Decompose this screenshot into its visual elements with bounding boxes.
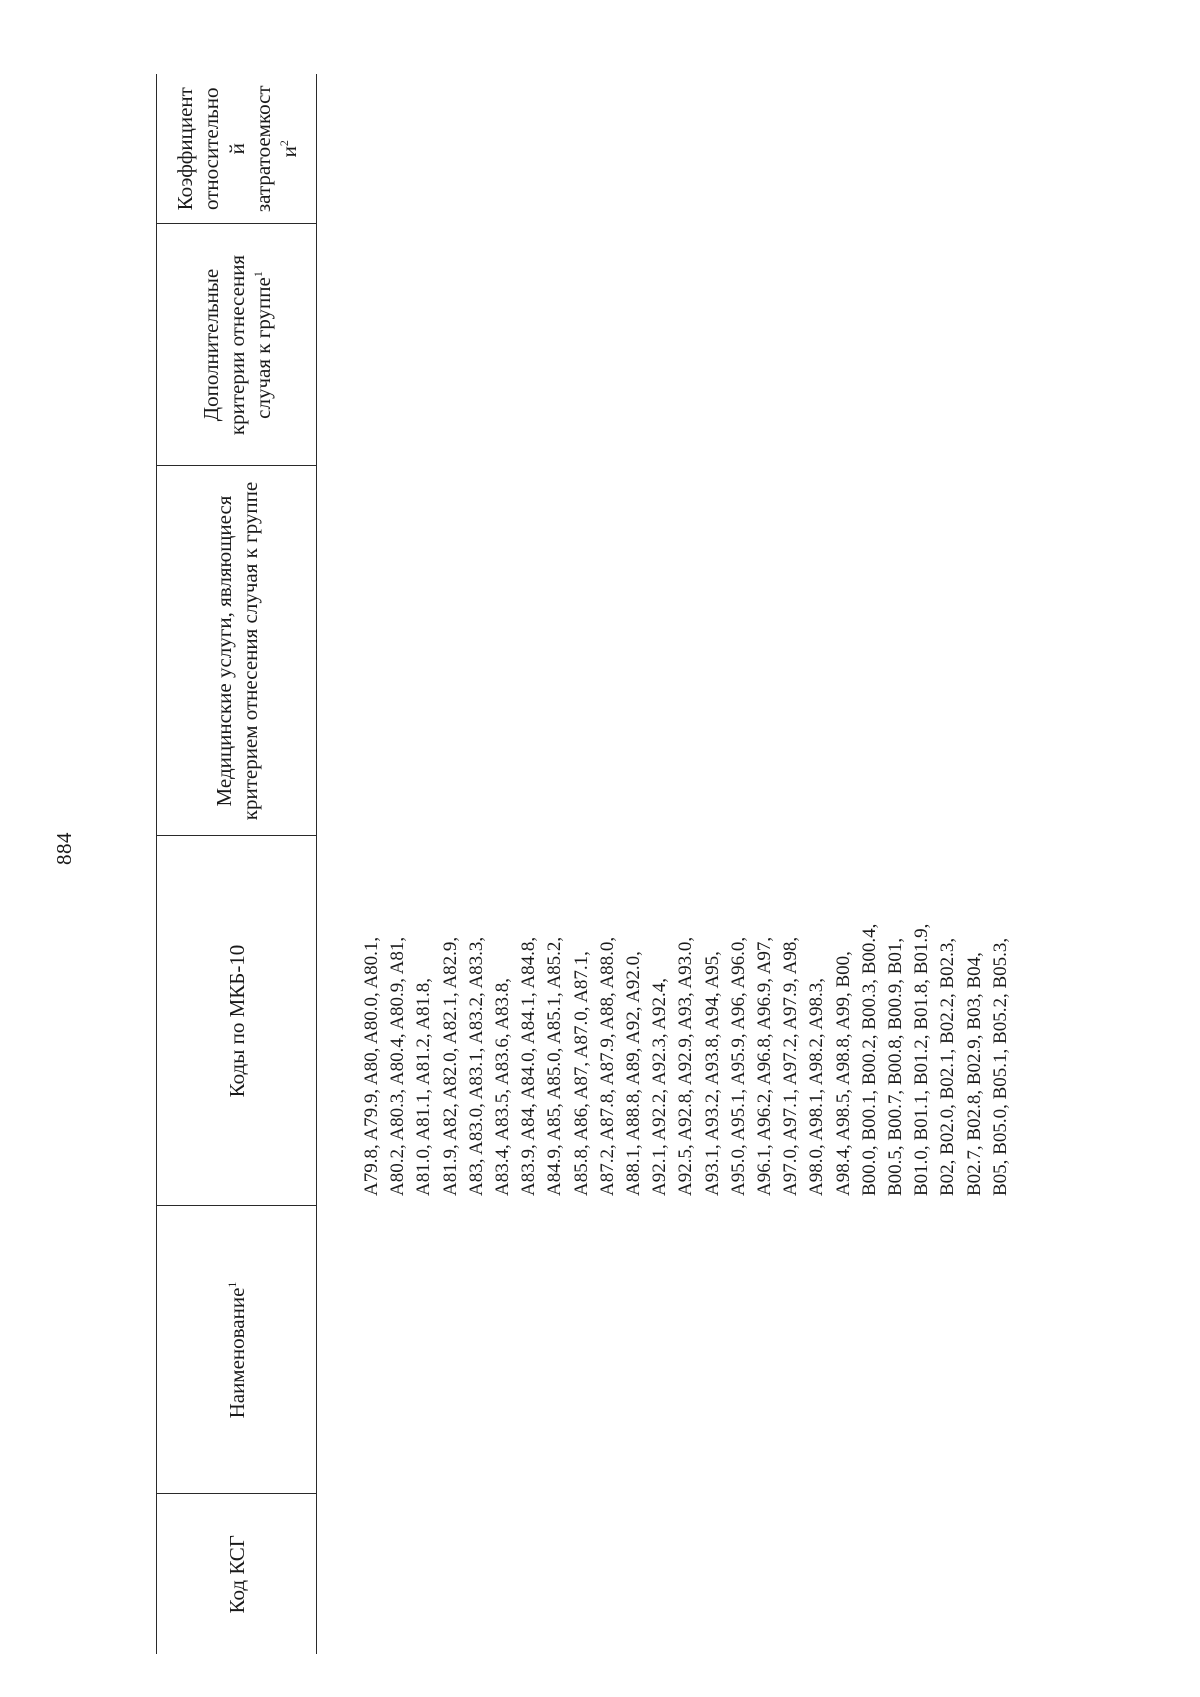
icd10-code-line: B02.7, B02.8, B02.9, B03, B04,	[963, 952, 985, 1196]
cell-name	[317, 1206, 1015, 1494]
ksg-table	[156, 74, 1014, 1654]
table-header-row	[157, 74, 317, 1654]
cell-cost-coefficient	[317, 74, 1015, 224]
icd10-code-line: A85.8, A86, A87, A87.0, A87.1,	[570, 951, 592, 1196]
icd10-code-line: B00.5, B00.7, B00.8, B00.9, B01,	[885, 937, 907, 1196]
icd10-code-line: A88.1, A88.8, A89, A92, A92.0,	[623, 951, 645, 1196]
icd10-code-line: A81.9, A82, A82.0, A82.1, A82.9,	[439, 936, 461, 1196]
icd10-code-line: A98.0, A98.1, A98.2, A98.3,	[806, 978, 828, 1196]
icd10-code-line: B00.0, B00.1, B00.2, B00.3, B00.4,	[858, 923, 880, 1196]
page-number: 884	[52, 832, 76, 865]
cell-additional-criteria	[317, 224, 1015, 466]
header-icd10-codes: Коды по МКБ-10	[157, 836, 317, 1206]
header-ksg-code: Код КСГ	[157, 1494, 317, 1654]
icd10-code-line: A96.1, A96.2, A96.8, A96.9, A97,	[754, 936, 776, 1196]
icd10-code-line: A93.1, A93.2, A93.8, A94, A95,	[701, 951, 723, 1196]
icd10-code-line: A97.0, A97.1, A97.2, A97.9, A98,	[780, 936, 802, 1196]
header-cost-coefficient: Коэффициент относительно й затратоемкост $и^2$	[157, 74, 317, 224]
icd10-code-line: A95.0, A95.1, A95.9, A96, A96.0,	[727, 936, 749, 1196]
icd10-code-line: B02, B02.0, B02.1, B02.2, B02.3,	[937, 937, 959, 1196]
icd10-code-line: A81.0, A81.1, A81.2, A81.8,	[413, 978, 435, 1196]
icd10-code-line: B05, B05.0, B05.1, B05.2, B05.3,	[989, 937, 1011, 1196]
cell-medical-services	[317, 466, 1015, 836]
icd10-code-line: B01.0, B01.1, B01.2, B01.8, B01.9,	[911, 923, 933, 1196]
header-medical-services: Медицинские услуги, являющиеся критерием отнесения случая к группе	[157, 466, 317, 836]
cell-icd10-codes	[317, 836, 1015, 1206]
icd10-code-line: A83.9, A84, A84.0, A84.1, A84.8,	[518, 936, 540, 1196]
header-additional-criteria: Дополнительные критерии отнесения случая к группе$^1$	[157, 224, 317, 466]
table-row	[317, 74, 1015, 1654]
icd10-code-line: A87.2, A87.8, A87.9, A88, A88.0,	[596, 936, 618, 1196]
icd10-code-line: A98.4, A98.5, A98.8, A99, B00,	[832, 951, 854, 1196]
icd10-code-line: A83.4, A83.5, A83.6, A83.8,	[492, 978, 514, 1196]
icd10-code-line: A79.8, A79.9, A80, A80.0, A80.1,	[361, 936, 382, 1196]
icd10-code-line: A92.5, A92.8, A92.9, A93, A93.0,	[675, 936, 697, 1196]
icd10-code-line: A92.1, A92.2, A92.3, A92.4,	[649, 978, 671, 1196]
icd10-code-line: A80.2, A80.3, A80.4, A80.9, A81,	[387, 936, 409, 1196]
cell-ksg-code	[317, 1494, 1015, 1654]
header-name: Наименование$^1$	[157, 1206, 317, 1494]
icd10-code-line: A83, A83.0, A83.1, A83.2, A83.3,	[465, 936, 487, 1196]
icd10-code-line: A84.9, A85, A85.0, A85.1, A85.2,	[544, 936, 566, 1196]
